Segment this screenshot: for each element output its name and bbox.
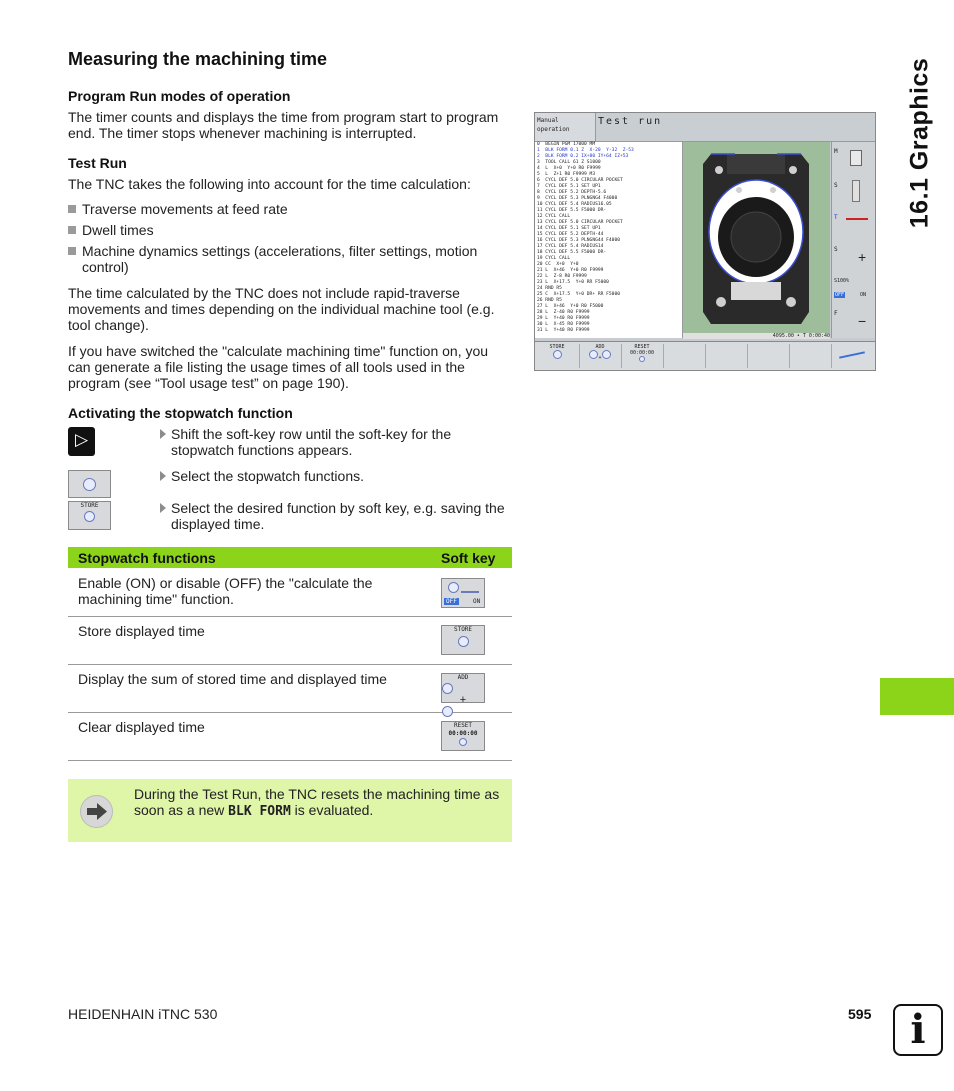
step-1 <box>160 426 512 458</box>
program-line: 14 CYCL DEF 5.1 SET UP1 <box>537 226 601 231</box>
status-bar: 4095.00 • T 0:00:40 <box>683 333 830 339</box>
table-header <box>68 547 512 568</box>
arrow-right-icon <box>80 795 113 828</box>
program-run-heading: Program Run modes of operation <box>68 88 291 104</box>
side-label-s2: S <box>834 246 838 253</box>
list-item: Traverse movements at feed rate <box>68 201 508 217</box>
clock-icon <box>448 582 459 593</box>
info-icon-glyph: i <box>910 1006 926 1053</box>
program-line: 6 CYCL DEF 5.0 CIRCULAR POCKET <box>537 178 623 183</box>
arrow-icon <box>846 218 868 220</box>
next-row-softkey[interactable] <box>831 344 872 368</box>
reset-softkey-time: 00:00:00 <box>629 350 655 356</box>
program-line: 13 CYCL DEF 5.0 CIRCULAR POCKET <box>537 220 623 225</box>
clock-icon <box>442 683 453 694</box>
step-text: Select the stopwatch functions. <box>171 468 364 484</box>
plus-icon: + <box>858 249 867 265</box>
play-icon: ▷ <box>75 430 89 449</box>
clock-icon <box>639 356 645 362</box>
list-item: Dwell times <box>68 222 508 238</box>
col-header-softkey: Soft key <box>441 550 496 566</box>
blank-softkey[interactable] <box>747 344 788 368</box>
row-text: Display the sum of stored time and displayed time <box>78 671 387 687</box>
stopwatch-heading: Activating the stopwatch function <box>68 405 293 421</box>
program-line: 4 L X+0 Y+0 R0 F9999 <box>537 166 601 171</box>
program-line: 23 L X+17.5 Y+0 RR F5000 <box>537 280 609 285</box>
row-text: Clear displayed time <box>78 719 205 735</box>
mode-label: Manual operation <box>537 117 570 133</box>
note-box <box>68 779 512 842</box>
add-clocks: + <box>442 683 484 717</box>
tool-usage-icon <box>461 583 479 593</box>
clock-icon <box>83 478 96 491</box>
off-label: OFF <box>446 598 457 605</box>
simulation-graphic <box>683 142 830 333</box>
chapter-tab-marker <box>880 678 954 715</box>
blank-softkey[interactable] <box>663 344 704 368</box>
row-text: Enable (ON) or disable (OFF) the "calculate the machining time" function. <box>78 575 373 607</box>
add-softkey-label: ADD <box>595 344 605 350</box>
program-line: 17 CYCL DEF 5.4 RADIUS14 <box>537 244 604 249</box>
clock-icon <box>84 511 95 522</box>
side-label-m: M <box>834 148 838 155</box>
chapter-side-title <box>895 48 945 238</box>
add-softkey-icon <box>441 673 485 706</box>
program-line: 28 L Z-40 R0 F9999 <box>537 310 590 315</box>
program-line: 27 L X+46 Y+0 R0 F5000 <box>537 304 604 309</box>
side-softkeys <box>831 142 876 338</box>
program-line: 30 L X-45 R0 F9999 <box>537 322 590 327</box>
mode-label-box <box>535 113 596 142</box>
clock-icon <box>602 350 611 359</box>
on-label: ON <box>473 598 481 605</box>
clock-icon <box>553 350 562 359</box>
table-row <box>68 569 512 617</box>
table-row <box>68 665 512 713</box>
reset-softkey-label: RESET <box>634 344 650 350</box>
row-text: Store displayed time <box>78 623 205 639</box>
store-key-label: STORE <box>453 626 473 633</box>
trend-icon <box>839 351 865 358</box>
note-text-after: is evaluated. <box>290 802 374 818</box>
program-line: 2 BLK FORM 0.2 IX+80 IY+64 IZ+53 <box>537 154 629 159</box>
step-text: Select the desired function by soft key, e.g. saving the displayed time. <box>171 500 505 532</box>
store-softkey-icon <box>68 501 111 530</box>
store-softkey[interactable] <box>537 344 577 368</box>
footer-product: HEIDENHAIN iTNC 530 <box>68 1006 218 1022</box>
side-label-t: T <box>834 214 838 221</box>
program-line: 5 L Z+1 R0 F9999 M3 <box>537 172 596 177</box>
list-item: Machine dynamics settings (accelerations, filter settings, motion control) <box>68 243 508 275</box>
add-softkey[interactable]: ADD + <box>579 344 620 368</box>
store-softkey-icon <box>441 625 485 655</box>
calc-time-softkey <box>441 578 485 608</box>
mode-title-box <box>596 113 875 142</box>
program-line: 19 CYCL CALL <box>537 256 571 261</box>
test-run-heading: Test Run <box>68 155 127 171</box>
program-line: 11 CYCL DEF 5.5 F5000 DR- <box>537 208 607 213</box>
program-line: 25 C X+17.5 Y+0 DR+ RR F5000 <box>537 292 620 297</box>
test-run-intro: The TNC takes the following into account for the time calculation: <box>68 176 471 192</box>
program-run-text: The timer counts and displays the time from program start to program end. The timer stops whenever machining is interrupted. <box>68 109 499 141</box>
program-line: 9 CYCL DEF 5.3 PLNGNG4 F4000 <box>537 196 618 201</box>
step-arrow-icon <box>160 503 166 513</box>
program-line: 16 CYCL DEF 5.3 PLNGNG44 F4000 <box>537 238 620 243</box>
program-line: 15 CYCL DEF 5.2 DEPTH-44 <box>537 232 604 237</box>
program-line: 31 L Y+40 R0 F9999 <box>537 328 590 333</box>
add-key-label: ADD <box>457 674 469 681</box>
program-line: 18 CYCL DEF 5.5 F5000 DR- <box>537 250 607 255</box>
spindle-icon <box>852 180 860 202</box>
minus-icon: − <box>858 313 867 329</box>
side-label-on: ON <box>860 292 867 298</box>
program-line: 7 CYCL DEF 5.1 SET UP1 <box>537 184 601 189</box>
side-label-f: F <box>834 310 838 317</box>
program-line: 12 CYCL CALL <box>537 214 571 219</box>
note-code: BLK FORM <box>228 804 291 819</box>
page-number: 595 <box>848 1006 872 1022</box>
blank-softkey[interactable] <box>705 344 746 368</box>
table-row <box>68 713 512 761</box>
program-line: 22 L Z-8 R0 F9999 <box>537 274 587 279</box>
side-label-s: S <box>834 182 838 189</box>
stopwatch-softkey-icon <box>68 470 111 498</box>
program-line: 20 CC X+0 Y+0 <box>537 262 579 267</box>
clock-icon <box>459 738 467 746</box>
col-header-functions: Stopwatch functions <box>78 550 216 566</box>
program-line: 29 L Y+40 R0 F9999 <box>537 316 590 321</box>
mode-title: Test run <box>598 116 663 127</box>
program-listing <box>535 142 683 338</box>
softkey-row <box>535 341 875 371</box>
step-arrow-icon <box>160 471 166 481</box>
reset-softkey-icon <box>441 721 485 751</box>
time-calc-list <box>68 201 508 280</box>
side-label-s100: S100% <box>834 278 850 284</box>
program-line: 26 RND R5 <box>537 298 562 303</box>
store-softkey-label: STORE <box>549 344 565 350</box>
clock-icon <box>458 636 469 647</box>
program-line: 0 BEGIN PGM 17000 MM <box>537 142 596 147</box>
note-text <box>134 786 504 820</box>
clock-icon <box>589 350 598 359</box>
step-2 <box>160 468 512 484</box>
program-line: 21 L X+46 Y+0 R0 F9999 <box>537 268 604 273</box>
tnc-screenshot <box>534 112 876 371</box>
step-text: Shift the soft-key row until the soft-key for the stopwatch functions appears. <box>171 426 452 458</box>
note-text-before: During the Test Run, the TNC resets the machining time as soon as a new <box>134 786 500 818</box>
tool-icon <box>850 150 862 166</box>
workpiece-graphic <box>683 142 830 333</box>
section-title: Measuring the machining time <box>68 49 328 69</box>
chapter-title-text: 16.1 Graphics <box>905 57 934 229</box>
test-run-para2: If you have switched the "calculate machining time" function on, you can generate a file listing the usage times of all tools used in the program (see “Tool usage test” on page 190). <box>68 343 489 391</box>
table-row <box>68 617 512 665</box>
step-arrow-icon <box>160 429 166 439</box>
side-label-off: OFF <box>835 292 845 298</box>
reset-key-label: RESET <box>453 722 473 729</box>
next-softkey-row-icon <box>68 427 95 456</box>
store-icon-label: STORE <box>80 502 99 509</box>
step-3 <box>160 500 512 532</box>
program-line: 3 TOOL CALL 61 Z S1000 <box>537 160 601 165</box>
program-line: 1 BLK FORM 0.1 Z X-20 Y-32 Z-53 <box>537 148 634 153</box>
program-line: 10 CYCL DEF 5.4 RADIUS16.05 <box>537 202 612 207</box>
reset-key-time: 00:00:00 <box>448 730 478 737</box>
reset-softkey[interactable] <box>621 344 662 368</box>
blank-softkey[interactable] <box>789 344 830 368</box>
test-run-para1: The time calculated by the TNC does not include rapid-traverse movements and times depending on the individual machine tool (e.g. tool change). <box>68 285 495 333</box>
program-line: 24 RND R5 <box>537 286 562 291</box>
info-icon <box>893 1004 943 1056</box>
program-line: 8 CYCL DEF 5.2 DEPTH-5.6 <box>537 190 607 195</box>
